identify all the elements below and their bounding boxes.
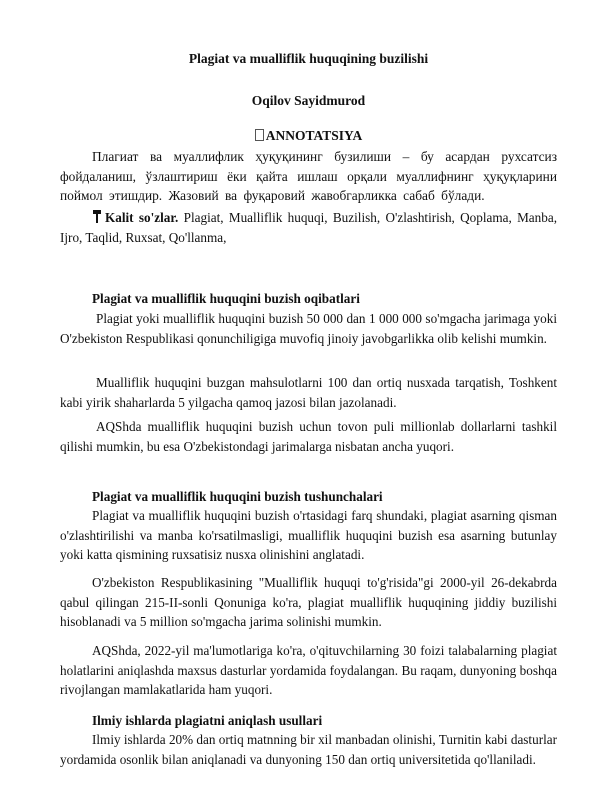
keywords-text: Plagiat, Mualliflik huquqi, Buzilish, O'zlashtirish, Qoplama, Manba, Ijro, Taqlid, Ruxsat, Qo'llanma, <box>60 210 558 245</box>
author-name: Oqilov Sayidmurod <box>251 93 366 108</box>
keywords-paragraph <box>60 208 557 247</box>
paragraph: Ilmiy ishlarda 20% dan ortiq matnning bir xil manbadan olinishi, Turnitin kabi dasturlar yordamida osonlik bilan aniqlanadi va dunyoning 150 dan ortiq universitetida qo'llaniladi. <box>60 732 557 767</box>
paragraph: Plagiat va mualliflik huquqini buzish o'rtasidagi farq shundaki, plagiat asarning qisman o'zlashtirilishi va manba ko'rsatilmasligi, mualliflik huquqini buzish esa asarning butunlay yoki katta qismining ruxsatisiz nusxa olinishini anglatadi. <box>60 508 557 563</box>
section-heading-consequences: Plagiat va mualliflik huquqini buzish oqibatlari <box>92 291 360 306</box>
annotation-heading <box>60 128 557 144</box>
document-title: Plagiat va mualliflik huquqining buzilishi <box>188 51 429 66</box>
missing-glyph-icon <box>255 129 264 141</box>
section-heading-concepts: Plagiat va mualliflik huquqini buzish tushunchalari <box>92 489 383 504</box>
paragraph: O'zbekiston Respublikasining "Mualliflik huquqi to'g'risida"gi 2000-yil 26-dekabrda qabul qilingan 215-II-sonli Qonuniga ko'ra, plagiat mualliflik huquqining jiddiy buzilishi hisoblanadi va 5 million so'mgacha jarima solinishi mumkin. <box>60 575 557 630</box>
keywords-label: Kalit so'zlar. <box>105 210 179 225</box>
annotation-text: Плагиат ва муаллифлик ҳуқуқининг бузилиши – бу асардан рухсатсиз фойдаланиш, ўзлаштириш ёки қайта ишлаш орқали муаллифнинг ҳуқуқларини поймол этишдир. Жазовий ва фуқаровий жавобгарликка сабаб бўлади. <box>60 149 557 204</box>
paragraph: Plagiat yoki mualliflik huquqini buzish 50 000 dan 1 000 000 so'mgacha jarimaga yoki O'zbekiston Respublikasi qonunchiligiga muvofiq jinoiy javobgarlikka olib kelishi mumkin. <box>60 311 557 346</box>
paragraph: Mualliflik huquqini buzgan mahsulotlarni 100 dan ortiq nusxada tarqatish, Toshkent kabi yirik shaharlarda 5 yilgacha qamoq jazosi bilan jazolanadi. <box>60 375 557 410</box>
pushpin-icon <box>92 210 102 223</box>
section-heading-detection: Ilmiy ishlarda plagiatni aniqlash usullari <box>92 713 323 728</box>
annotation-heading-text: ANNOTATSIYA <box>265 128 363 143</box>
paragraph: AQShda mualliflik huquqini buzish uchun tovon puli millionlab dollarlarni tashkil qilishi mumkin, bu esa O'zbekistondagi jarimalarga nisbatan ancha yuqori. <box>60 419 557 454</box>
paragraph: AQShda, 2022-yil ma'lumotlariga ko'ra, o'qituvchilarning 30 foizi talabalarning plagiat holatlarini aniqlashda maxsus dasturlar yordamida foydalangan. Bu raqam, dunyoning boshqa rivojlangan mamlakatlarida ham yuqori. <box>60 643 557 698</box>
